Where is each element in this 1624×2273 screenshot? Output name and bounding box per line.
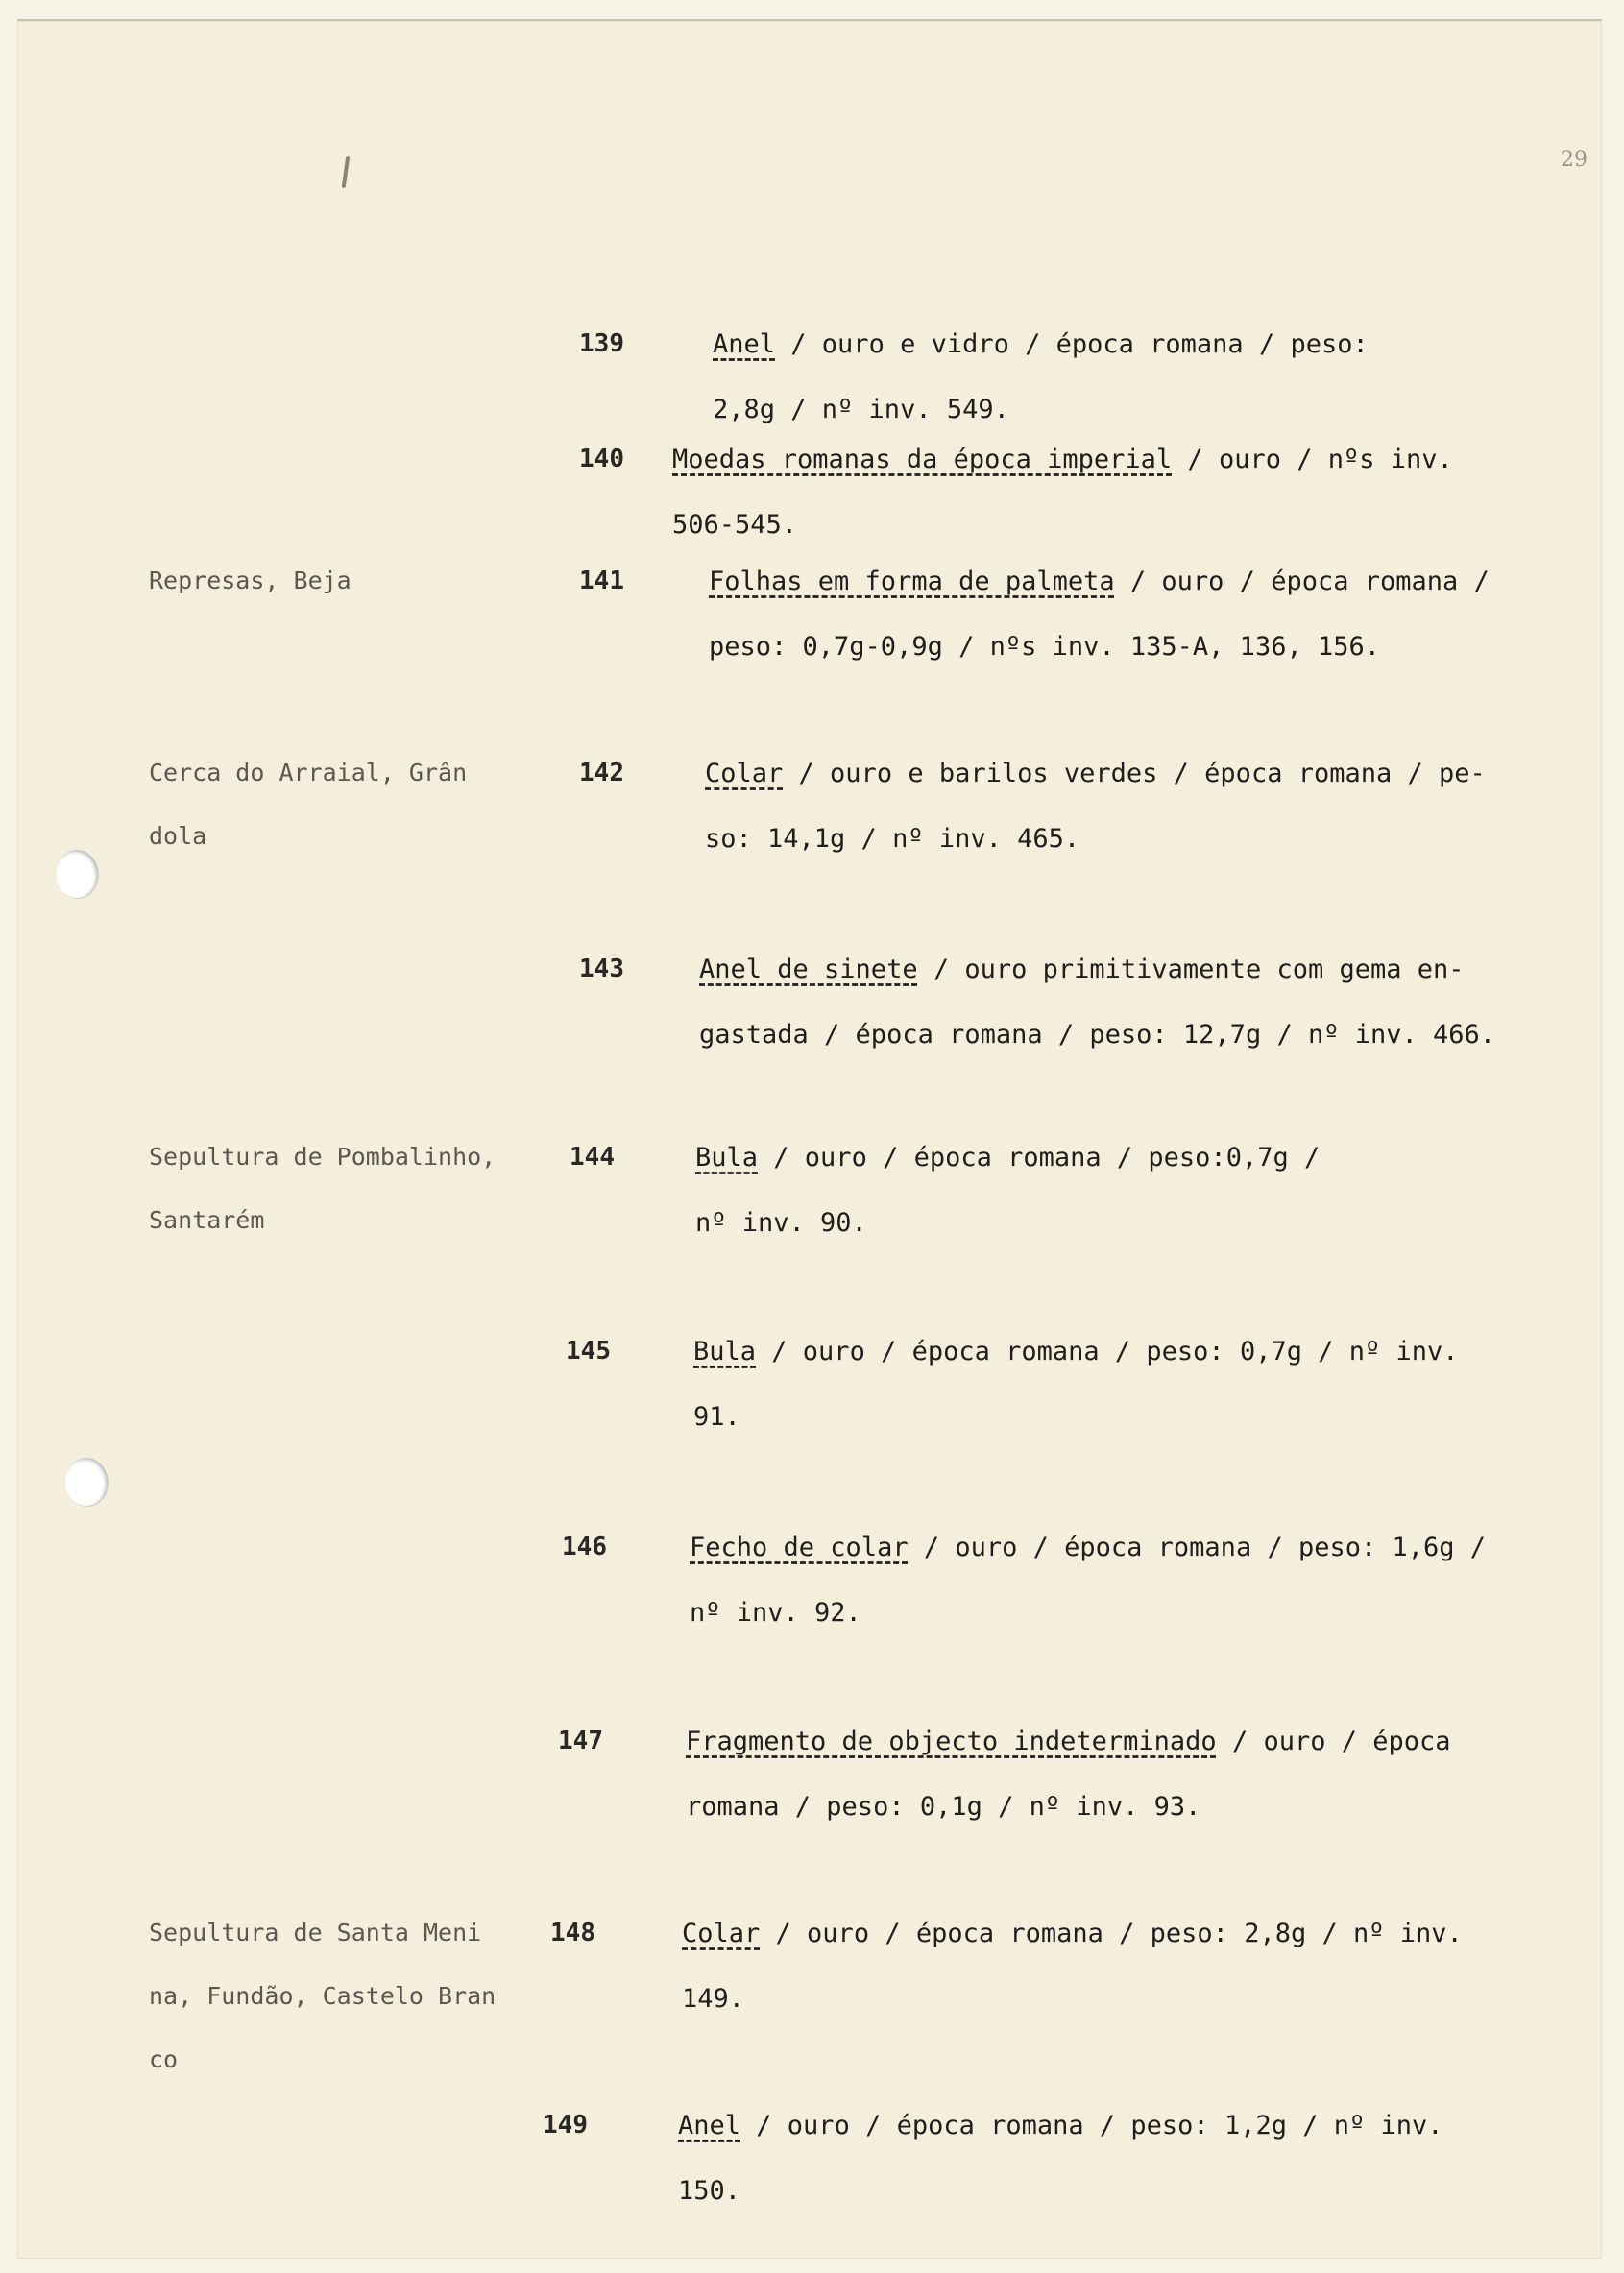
description-text: / ouro e barilos verdes / época romana / pe- [783,759,1486,788]
entry-description [699,937,1525,1068]
location-line: Represas, Beja [149,567,351,594]
entry-number: 145 [566,1337,611,1366]
find-location [149,1901,543,2092]
description-text: / ouro / época [1216,1727,1451,1756]
object-name: Colar [682,1919,761,1948]
description-text: / ouro / época romana / peso:0,7g / [758,1143,1321,1173]
entry-description [693,1319,1519,1450]
entry-number: 147 [558,1727,603,1755]
object-name: Anel [713,329,776,359]
entry-number: 141 [579,567,624,595]
description-line [682,1901,1508,1967]
page-number: 29 [1561,148,1588,172]
entry-number: 146 [562,1533,607,1561]
entry-description [682,1901,1508,2032]
entry-description [705,741,1531,872]
object-name: Bula [693,1337,757,1366]
entry-description [686,1709,1512,1840]
description-line: nº inv. 90. [695,1208,867,1238]
description-line [693,1319,1519,1385]
location-line: na, Fundão, Castelo Bran [149,1982,497,2010]
description-line [709,549,1535,615]
description-text: / ouro / época romana / peso: 0,7g / nº inv. [756,1337,1459,1366]
description-line [678,2093,1504,2159]
location-line: Sepultura de Pombalinho, [149,1143,497,1171]
entry-description [695,1125,1521,1256]
description-text: / ouro / nºs inv. [1172,445,1453,474]
location-line: co [149,2045,179,2073]
description-line: 149. [682,1984,745,2014]
entry-number: 140 [579,445,624,473]
description-text: / ouro / época romana / [1114,567,1490,596]
object-name: Anel de sinete [699,955,918,984]
object-name: Folhas em forma de palmeta [709,567,1115,596]
location-line: Cerca do Arraial, Grân [149,759,468,786]
description-text: / ouro / época romana / peso: 1,2g / nº inv. [740,2111,1443,2140]
description-line: romana / peso: 0,1g / nº inv. 93. [686,1792,1201,1822]
object-name: Anel [678,2111,741,2140]
description-line: 91. [693,1402,740,1432]
object-name: Fecho de colar [690,1533,909,1562]
find-location [149,549,543,613]
description-line: 2,8g / nº inv. 549. [713,395,1009,424]
description-line [705,741,1531,807]
entry-number: 139 [579,329,624,358]
object-name: Colar [705,759,784,788]
description-line: 506-545. [672,510,798,540]
entry-description [672,427,1498,558]
description-line [690,1515,1515,1581]
entry-description [690,1515,1515,1646]
punch-hole [56,850,98,898]
description-text: / ouro primitivamente com gema en- [917,955,1465,984]
description-line [695,1125,1521,1191]
entry-number: 149 [543,2111,588,2140]
entry-number: 148 [550,1919,595,1947]
object-name: Moedas romanas da época imperial [672,445,1173,474]
entry-description [713,312,1539,443]
object-name: Fragmento de objecto indeterminado [686,1727,1217,1756]
entry-number: 144 [570,1143,615,1172]
description-line: nº inv. 92. [690,1598,861,1628]
description-text: / ouro / época romana / peso: 2,8g / nº inv. [760,1919,1463,1948]
location-line: dola [149,822,207,850]
entry-description [678,2093,1504,2224]
description-line [713,312,1539,377]
object-name: Bula [695,1143,759,1173]
entry-description [709,549,1535,680]
description-text: / ouro / época romana / peso: 1,6g / [908,1533,1487,1562]
description-line [699,937,1525,1003]
location-line: Sepultura de Santa Meni [149,1919,482,1947]
entry-number: 143 [579,955,624,983]
find-location [149,741,543,868]
description-line: peso: 0,7g-0,9g / nºs inv. 135-A, 136, 156. [709,632,1380,662]
find-location [149,1125,543,1252]
punch-hole [65,1458,108,1506]
description-line: so: 14,1g / nº inv. 465. [705,824,1080,854]
location-line: Santarém [149,1206,265,1234]
description-text: / ouro e vidro / época romana / peso: [775,329,1369,359]
description-line [686,1709,1512,1775]
description-line [672,427,1498,493]
description-line: 150. [678,2176,741,2206]
entry-number: 142 [579,759,624,787]
description-line: gastada / época romana / peso: 12,7g / nº inv. 466. [699,1020,1496,1050]
